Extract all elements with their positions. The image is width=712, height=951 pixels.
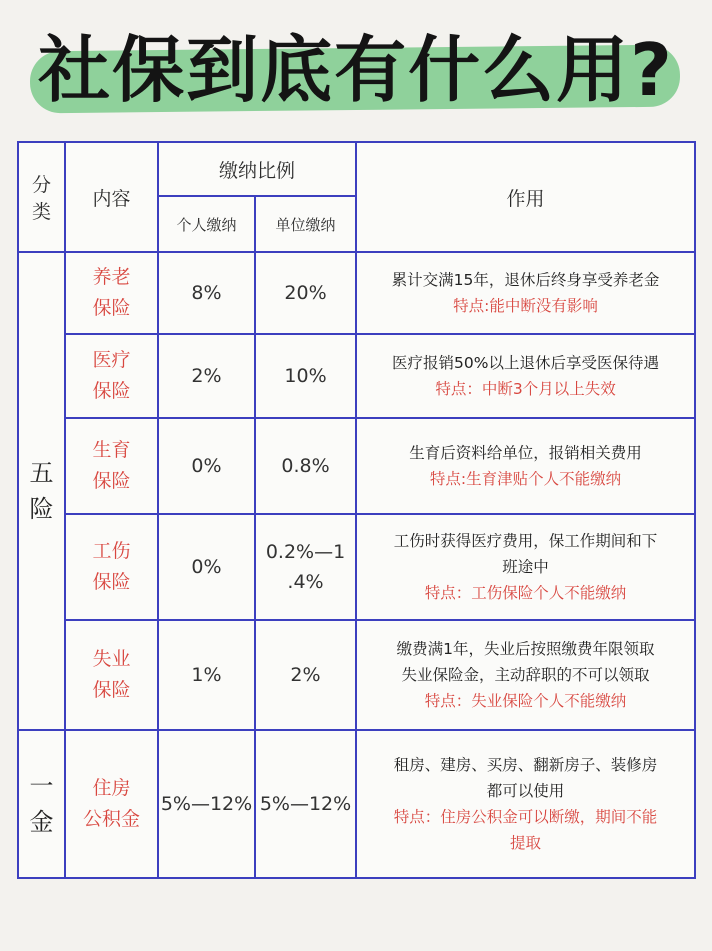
- company-rate: 2%: [255, 620, 356, 730]
- personal-rate: 5%—12%: [158, 730, 255, 878]
- personal-rate: 0%: [158, 418, 255, 514]
- feature-text: 提取: [510, 834, 542, 852]
- company-rate: 5%—12%: [255, 730, 356, 878]
- personal-rate: 8%: [158, 252, 255, 334]
- usage-cell: 生育后资料给单位，报销相关费用 特点:生育津贴个人不能缴纳: [356, 418, 695, 514]
- usage-cell: 缴费满1年，失业后按照缴费年限领取 失业保险金，主动辞职的不可以领取 特点：失业保险个人不能缴纳: [356, 620, 695, 730]
- company-rate: 20%: [255, 252, 356, 334]
- insurance-name: 医疗 保险: [65, 334, 158, 418]
- insurance-name: 养老 保险: [65, 252, 158, 334]
- insurance-name: 失业 保险: [65, 620, 158, 730]
- feature-text: 特点：中断3个月以上失效: [435, 380, 616, 398]
- feature-text: 特点:能中断没有影响: [453, 297, 598, 315]
- header-ratio: 缴纳比例: [158, 142, 356, 196]
- feature-text: 特点：工伤保险个人不能缴纳: [424, 584, 627, 602]
- usage-cell: 工伤时获得医疗费用，保工作期间和下 班途中 特点：工伤保险个人不能缴纳: [356, 514, 695, 620]
- personal-rate: 1%: [158, 620, 255, 730]
- header-usage: 作用: [356, 142, 695, 252]
- company-rate: 0.8%: [255, 418, 356, 514]
- table-row: [18, 620, 695, 730]
- header-content: 内容: [65, 142, 158, 252]
- social-insurance-table: [17, 141, 696, 879]
- insurance-name: 生育 保险: [65, 418, 158, 514]
- personal-rate: 2%: [158, 334, 255, 418]
- feature-text: 特点：失业保险个人不能缴纳: [424, 692, 627, 710]
- feature-text: 特点:生育津贴个人不能缴纳: [429, 470, 622, 488]
- table-row: [18, 334, 695, 418]
- usage-cell: 医疗报销50%以上退休后享受医保待遇 特点：中断3个月以上失效: [356, 334, 695, 418]
- usage-cell: 累计交满15年，退休后终身享受养老金 特点:能中断没有影响: [356, 252, 695, 334]
- header-personal: 个人缴纳: [158, 196, 255, 252]
- table-row: [18, 514, 695, 620]
- page-title: 社保到底有什么用?: [38, 28, 674, 112]
- company-rate: 0.2%—1 .4%: [255, 514, 356, 620]
- insurance-name: 工伤 保险: [65, 514, 158, 620]
- header-category: 分 类: [18, 142, 65, 252]
- table-row: [18, 252, 695, 334]
- personal-rate: 0%: [158, 514, 255, 620]
- group-yijin: 一 金: [18, 730, 65, 878]
- insurance-name: 住房 公积金: [65, 730, 158, 878]
- group-wuxian: 五 险: [18, 252, 65, 730]
- feature-text: 特点：住房公积金可以断缴，期间不能: [393, 808, 658, 826]
- table-row: [18, 730, 695, 878]
- header-company: 单位缴纳: [255, 196, 356, 252]
- usage-cell: 租房、建房、买房、翻新房子、装修房 都可以使用 特点：住房公积金可以断缴，期间不能 提取: [356, 730, 695, 878]
- table-row: [18, 418, 695, 514]
- title-area: [0, 0, 712, 140]
- company-rate: 10%: [255, 334, 356, 418]
